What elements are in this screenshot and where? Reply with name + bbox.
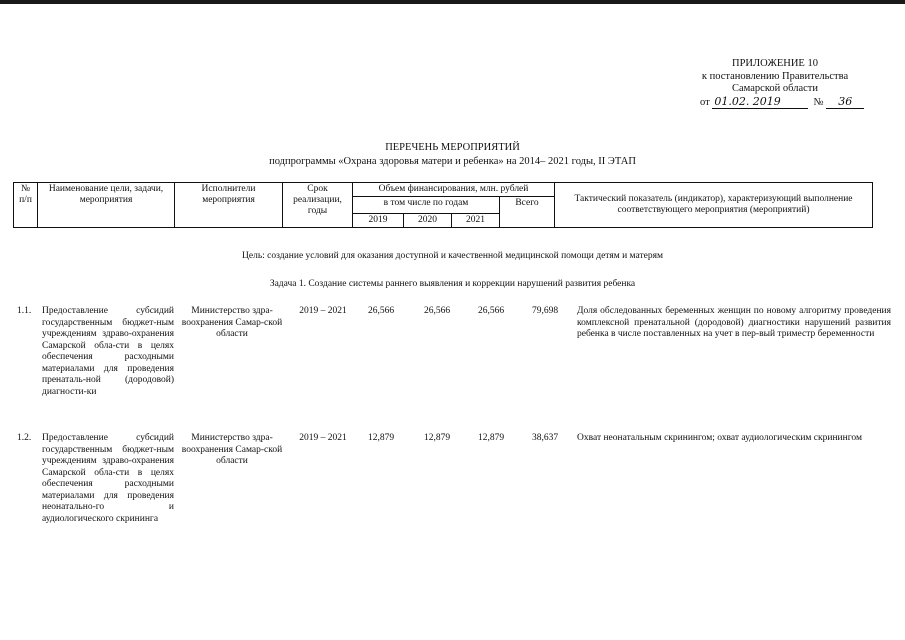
appendix-date-line xyxy=(660,96,890,110)
row-2-value-2019: 12,879 xyxy=(367,433,395,443)
row-1-value-2021: 26,566 xyxy=(477,306,505,316)
number-prefix: № xyxy=(813,96,824,108)
header-num: № п/п xyxy=(14,183,38,228)
row-1-number: 1.1. xyxy=(17,306,32,316)
row-1-executor: Министерство здра-воохранения Самар-ской области xyxy=(181,306,283,339)
row-1-value-2019: 26,566 xyxy=(367,306,395,316)
header-year-2020: 2020 xyxy=(404,214,452,228)
header-executor: Исполнители мероприятия xyxy=(175,183,283,228)
row-2-value-2021: 12,879 xyxy=(477,433,505,443)
date-prefix: от xyxy=(700,96,710,108)
header-total: Всего xyxy=(500,197,555,228)
handwritten-number: 36 xyxy=(826,96,864,110)
row-2-number: 1.2. xyxy=(17,433,32,443)
row-2-executor: Министерство здра-воохранения Самар-ской области xyxy=(181,433,283,466)
header-funding: Объем финансирования, млн. рублей xyxy=(353,183,555,197)
table-header xyxy=(13,182,873,228)
document-title: ПЕРЕЧЕНЬ МЕРОПРИЯТИЙ xyxy=(385,142,520,153)
row-1-value-2020: 26,566 xyxy=(423,306,451,316)
row-1-total: 79,698 xyxy=(531,306,559,316)
row-1-term: 2019 – 2021 xyxy=(299,306,347,316)
row-1-indicator: Доля обследованных беременных женщин по новому алгоритму проведения комплексной пренатальной (дородовой) диагностики нарушений развития ребенка в числе поставленных на учет в пер-вый триместр беременности xyxy=(577,306,891,339)
row-2-total: 38,637 xyxy=(531,433,559,443)
row-1-name: Предоставление субсидий государственным бюджет-ным учреждениям здраво-охранения Самарской обла-сти в целях обеспечения расходными материалами для проведения пренаталь-ной (дородовой) диагности-ки xyxy=(42,306,174,397)
header-term: Срок реализации, годы xyxy=(283,183,353,228)
header-year-2021: 2021 xyxy=(452,214,500,228)
appendix-title: ПРИЛОЖЕНИЕ 10 xyxy=(732,58,818,69)
task-statement: Задача 1. Создание системы раннего выявления и коррекции нарушений развития ребенка xyxy=(269,279,636,289)
row-2-indicator: Охват неонатальным скринингом; охват аудиологическим скринингом xyxy=(577,433,862,443)
row-2-term: 2019 – 2021 xyxy=(299,433,347,443)
header-indicator: Тактический показатель (индикатор), характеризующий выполнение соответствующего мероприятия (мероприятий) xyxy=(555,183,873,228)
appendix-decree: к постановлению Правительства xyxy=(701,70,849,82)
appendix-region: Самарской области xyxy=(732,83,818,94)
row-2-name: Предоставление субсидий государственным бюджет-ным учреждениям здраво-охранения Самарской обла-сти в целях обеспечения расходными материалами для проведения неонатально-го и аудиологического скрининга xyxy=(42,433,174,524)
document-subtitle: подпрограммы «Охрана здоровья матери и ребенка» на 2014– 2021 годы, II ЭТАП xyxy=(269,156,636,167)
appendix-block xyxy=(660,58,890,109)
row-2-value-2020: 12,879 xyxy=(423,433,451,443)
header-by-years: в том числе по годам xyxy=(353,197,500,214)
header-name: Наименование цели, задачи, мероприятия xyxy=(38,183,175,228)
header-year-2019: 2019 xyxy=(353,214,404,228)
goal-statement: Цель: создание условий для оказания доступной и качественной медицинской помощи детям и матерям xyxy=(242,251,663,261)
handwritten-date: 01.02. 2019 xyxy=(712,96,808,110)
scan-top-edge xyxy=(0,0,905,4)
